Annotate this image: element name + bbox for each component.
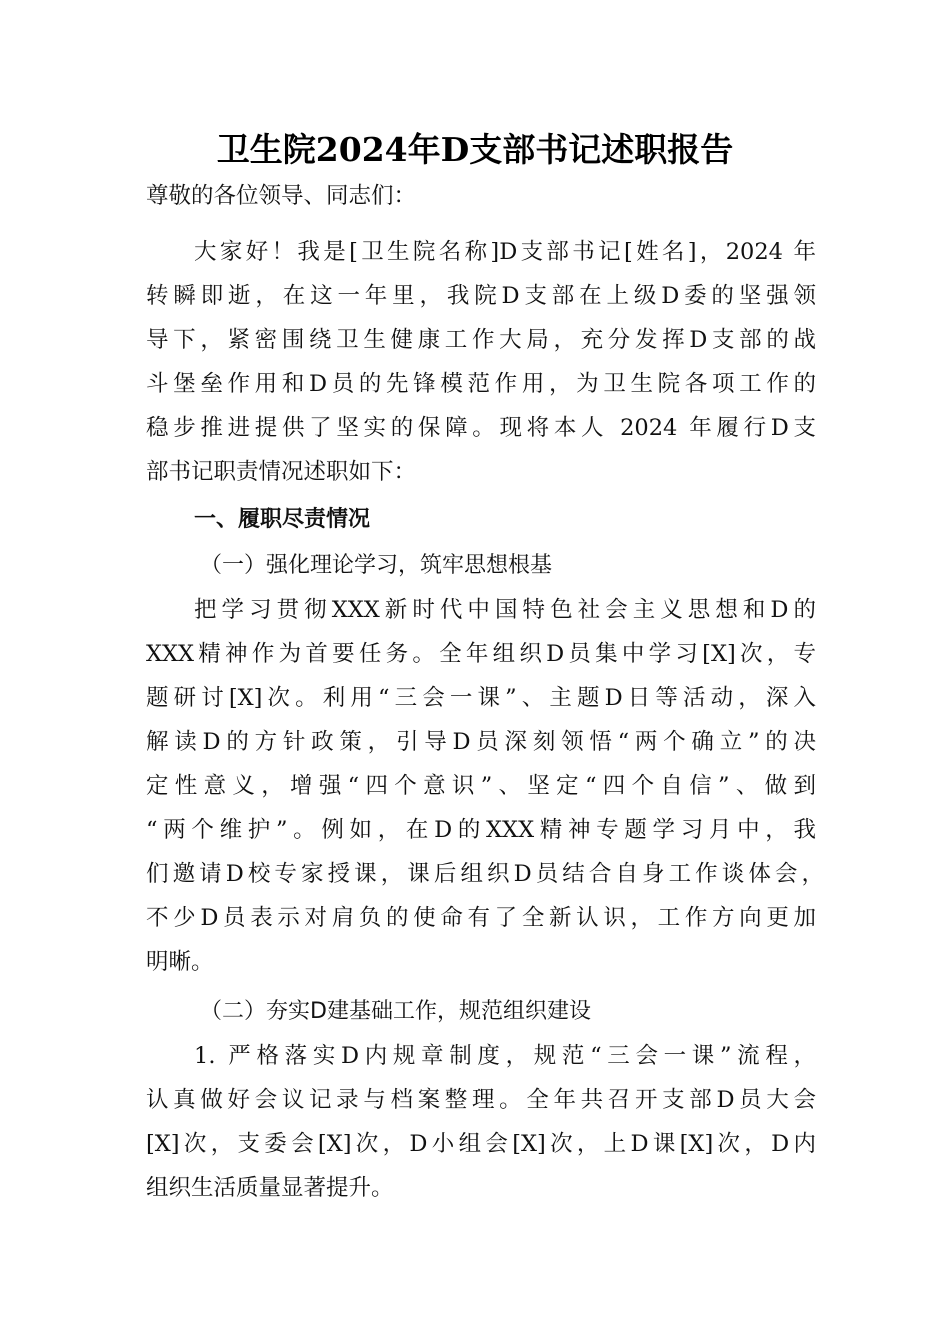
body-line: 明晰。 <box>146 949 214 975</box>
body-line: 定性意义，增强“四个意识”、坚定“四个自信”、做到 <box>146 773 816 799</box>
body-line: “两个维护”。例如，在D的XXX精神专题学习月中，我 <box>146 817 816 843</box>
body-line: 们邀请D校专家授课，课后组织D员结合自身工作谈体会， <box>146 861 824 887</box>
body-line: 不少D员表示对肩负的使命有了全新认识，工作方向更加 <box>146 905 816 931</box>
document-title: 卫生院2024年D支部书记述职报告 <box>216 130 734 169</box>
intro-line: 稳步推进提供了坚实的保障。现将本人 2024 年履行D支 <box>146 415 816 441</box>
body-line: 1. 严格落实D内规章制度，规范“三会一课”流程， <box>194 1043 816 1069</box>
salutation: 尊敬的各位领导、同志们： <box>146 183 417 209</box>
intro-line: 斗堡垒作用和D员的先锋模范作用，为卫生院各项工作的 <box>146 371 816 397</box>
intro-line: 导下，紧密围绕卫生健康工作大局，充分发挥D支部的战 <box>146 327 816 353</box>
body-line: XXX精神作为首要任务。全年组织D员集中学习[X]次，专 <box>146 641 816 667</box>
body-line: 把学习贯彻XXX新时代中国特色社会主义思想和D的 <box>194 597 816 623</box>
subsection-heading-2: （二）夯实D建基础工作，规范组织建设 <box>200 999 591 1024</box>
body-line: 题研讨[X]次。利用“三会一课”、主题D日等活动，深入 <box>146 685 816 711</box>
body-line: 组织生活质量显著提升。 <box>146 1175 394 1201</box>
section-heading-1: 一、履职尽责情况 <box>194 507 371 532</box>
intro-line: 转瞬即逝，在这一年里，我院D支部在上级D委的坚强领 <box>146 283 816 309</box>
body-line: 解读D的方针政策，引导D员深刻领悟“两个确立”的决 <box>146 729 816 755</box>
intro-line: 部书记职责情况述职如下： <box>146 459 417 485</box>
body-line: 认真做好会议记录与档案整理。全年共召开支部D员大会 <box>146 1087 816 1113</box>
subsection-heading-1: （一）强化理论学习，筑牢思想根基 <box>200 553 553 578</box>
body-line: [X]次，支委会[X]次，D小组会[X]次，上D课[X]次，D内 <box>146 1131 816 1157</box>
intro-line: 大家好！我是[卫生院名称]D支部书记[姓名]，2024 年 <box>194 239 816 265</box>
